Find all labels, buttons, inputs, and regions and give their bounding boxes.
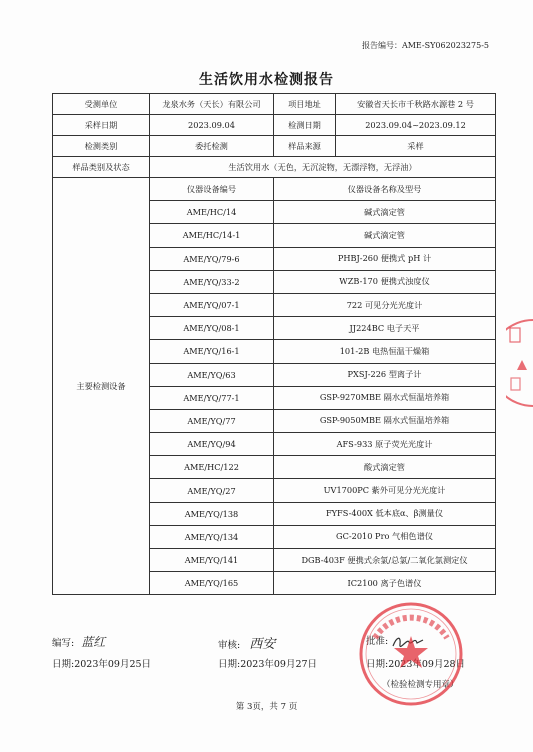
equipment-section-label: 主要检测设备 — [53, 178, 150, 595]
equipment-id: AME/HC/14-1 — [150, 224, 274, 247]
equipment-id: AME/HC/14 — [150, 201, 274, 224]
compiled-block — [52, 633, 105, 650]
source-label: 样品来源 — [274, 136, 336, 157]
address-label: 项目地址 — [274, 94, 336, 115]
client-value: 龙泉水务（天长）有限公司 — [150, 94, 274, 115]
equipment-id: AME/YQ/138 — [150, 502, 274, 525]
equipment-name: JJ224BC 电子天平 — [274, 317, 496, 340]
test-type-label: 检测类别 — [53, 136, 150, 157]
equipment-header-row — [53, 178, 496, 201]
equipment-id: AME/YQ/165 — [150, 572, 274, 595]
compiled-signature: 蓝红 — [81, 635, 106, 649]
column-header-name: 仪器设备名称及型号 — [274, 178, 496, 201]
equipment-name: PHBJ-260 便携式 pH 计 — [274, 247, 496, 270]
sample-label: 样品类别及状态 — [53, 157, 150, 178]
equipment-name: 碱式滴定管 — [274, 201, 496, 224]
equipment-name: UV1700PC 紫外可见分光光度计 — [274, 479, 496, 502]
client-label: 受测单位 — [53, 94, 150, 115]
compiled-date: 日期:2023年09月25日 — [52, 659, 152, 670]
table-row — [53, 94, 496, 115]
equipment-id: AME/YQ/16-1 — [150, 340, 274, 363]
equipment-id: AME/YQ/63 — [150, 363, 274, 386]
equipment-id: AME/YQ/141 — [150, 549, 274, 572]
side-seal-icon — [506, 318, 533, 408]
equipment-id: AME/YQ/134 — [150, 525, 274, 548]
official-seal-icon — [355, 598, 467, 710]
table-row — [53, 157, 496, 178]
equipment-id: AME/HC/122 — [150, 456, 274, 479]
equipment-section — [53, 178, 496, 595]
equipment-name: GSP-9270MBE 隔水式恒温培养箱 — [274, 386, 496, 409]
review-block — [218, 633, 275, 652]
equipment-name: 酸式滴定管 — [274, 456, 496, 479]
equipment-id: AME/YQ/79-6 — [150, 247, 274, 270]
equipment-name: AFS-933 原子荧光光度计 — [274, 433, 496, 456]
review-date: 日期:2023年09月27日 — [218, 659, 318, 670]
equipment-name: GC-2010 Pro 气相色谱仪 — [274, 525, 496, 548]
review-signature: 西安 — [249, 637, 276, 652]
approve-date: 日期:2023年09月28日 — [366, 659, 466, 670]
test-date-label: 检测日期 — [274, 115, 336, 136]
equipment-name: WZB-170 便携式浊度仪 — [274, 270, 496, 293]
equipment-id: AME/YQ/27 — [150, 479, 274, 502]
equipment-id: AME/YQ/08-1 — [150, 317, 274, 340]
column-header-id: 仪器设备编号 — [150, 178, 274, 201]
equipment-name: FYFS-400X 低本底α、β测量仪 — [274, 502, 496, 525]
equipment-name: DGB-403F 便携式余氯/总氯/二氧化氯测定仪 — [274, 549, 496, 572]
review-label: 审核: — [218, 640, 241, 651]
report-number: 报告编号：AME-SY062023275-5 — [361, 41, 489, 50]
equipment-id: AME/YQ/07-1 — [150, 293, 274, 316]
equipment-name: PXSJ-226 型离子计 — [274, 363, 496, 386]
table-row — [53, 115, 496, 136]
equipment-id: AME/YQ/33-2 — [150, 270, 274, 293]
equipment-id: AME/YQ/77 — [150, 409, 274, 432]
page-title: 生活饮用水检测报告 — [199, 72, 334, 88]
stamp-note: （检验检测专用章） — [382, 680, 459, 690]
sampling-date-value: 2023.09.04 — [150, 115, 274, 136]
source-value: 采样 — [336, 136, 496, 157]
test-type-value: 委托检测 — [150, 136, 274, 157]
equipment-name: 101-2B 电热恒温干燥箱 — [274, 340, 496, 363]
test-date-value: 2023.09.04~2023.09.12 — [336, 115, 496, 136]
page-footer: 第 3页，共 7 页 — [235, 702, 298, 712]
table-row — [53, 136, 496, 157]
sample-value: 生活饮用水（无色，无沉淀物，无漂浮物，无浮油） — [150, 157, 496, 178]
address-value: 安徽省天长市千秋路水源巷 2 号 — [336, 94, 496, 115]
equipment-name: 722 可见分光光度计 — [274, 293, 496, 316]
compiled-label: 编写: — [52, 638, 75, 649]
report-table — [52, 93, 496, 595]
approve-label: 批准: — [366, 636, 389, 647]
equipment-name: IC2100 离子色谱仪 — [274, 572, 496, 595]
equipment-name: 碱式滴定管 — [274, 224, 496, 247]
sampling-date-label: 采样日期 — [53, 115, 150, 136]
equipment-id: AME/YQ/94 — [150, 433, 274, 456]
equipment-name: GSP-9050MBE 隔水式恒温培养箱 — [274, 409, 496, 432]
equipment-id: AME/YQ/77-1 — [150, 386, 274, 409]
